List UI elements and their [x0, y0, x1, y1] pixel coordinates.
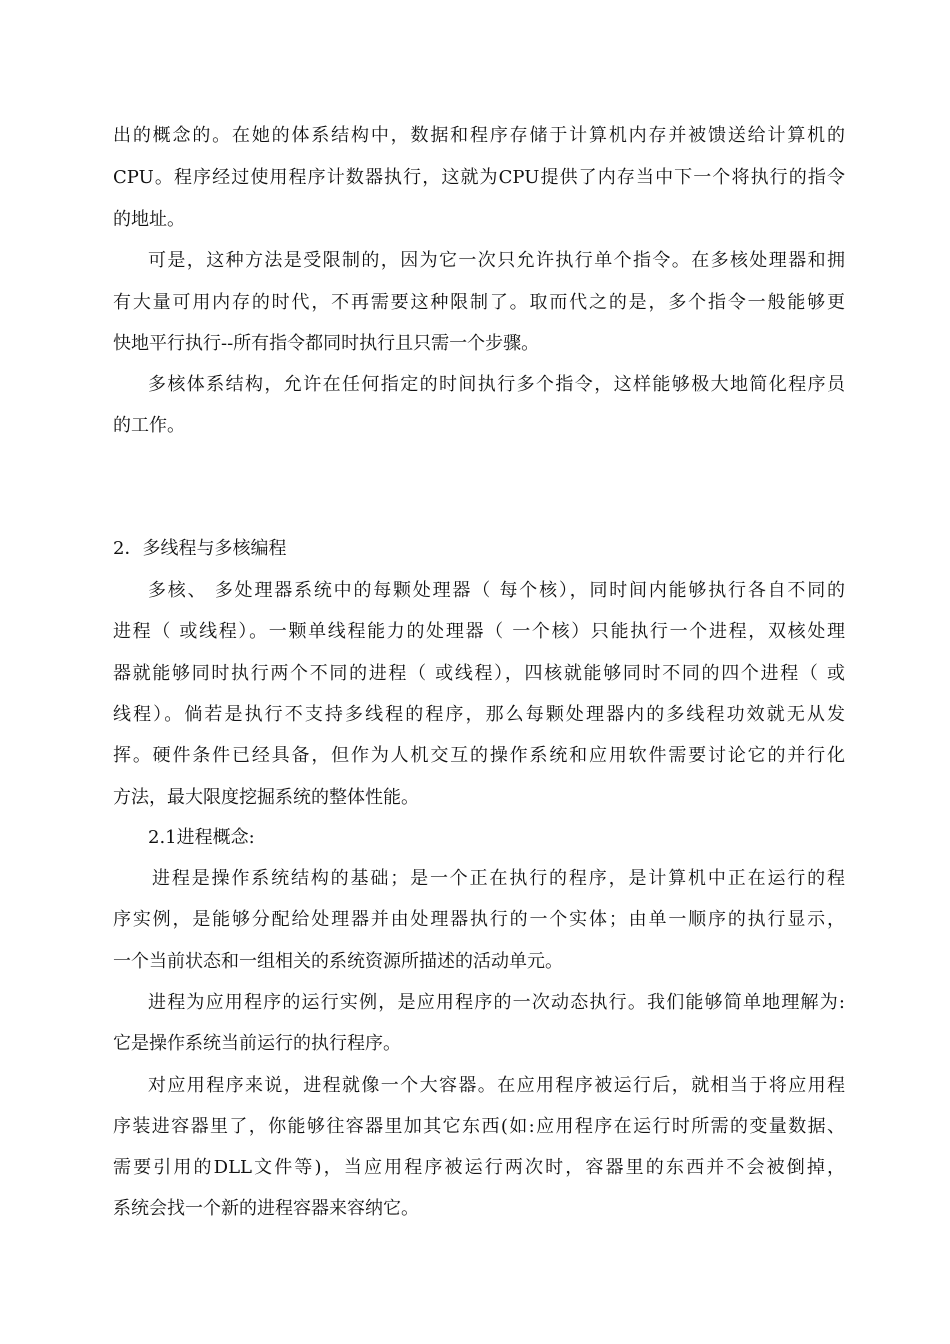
paragraph-line: 序实例，是能够分配给处理器并由处理器执行的一个实体；由单一顺序的执行显示， [113, 909, 845, 930]
paragraph-line: 多核、 多处理器系统中的每颗处理器（ 每个核），同时间内能够执行各自不同的 [148, 580, 845, 601]
paragraph-line: 器就能够同时执行两个不同的进程（ 或线程），四核就能够同时不同的四个进程（ 或 [113, 663, 845, 684]
subsection-heading: 2.1进程概念: [148, 827, 255, 848]
paragraph-line: 进程为应用程序的运行实例，是应用程序的一次动态执行。我们能够简单地理解为: [148, 992, 845, 1013]
paragraph-line: 多核体系结构，允许在任何指定的时间执行多个指令，这样能够极大地简化程序员 [148, 374, 845, 395]
paragraph-line: 对应用程序来说，进程就像一个大容器。在应用程序被运行后，就相当于将应用程 [148, 1075, 845, 1096]
paragraph-line: 方法，最大限度挖掘系统的整体性能。 [113, 787, 419, 808]
paragraph-line: 需要引用的DLL文件等)，当应用程序被运行两次时，容器里的东西并不会被倒掉， [113, 1157, 845, 1178]
paragraph-line: 出的概念的。在她的体系结构中，数据和程序存储于计算机内存并被馈送给计算机的 [113, 125, 845, 146]
paragraph-line: 的工作。 [113, 415, 185, 436]
paragraph-line: 挥。硬件条件已经具备，但作为人机交互的操作系统和应用软件需要讨论它的并行化 [113, 745, 845, 766]
paragraph-line: 系统会找一个新的进程容器来容纳它。 [113, 1198, 419, 1219]
paragraph-line: 快地平行执行--所有指令都同时执行且只需一个步骤。 [113, 333, 540, 354]
paragraph-line: 的地址。 [113, 209, 185, 230]
paragraph-line: 有大量可用内存的时代，不再需要这种限制了。取而代之的是，多个指令一般能够更 [113, 292, 845, 313]
paragraph-line: 线程）。倘若是执行不支持多线程的程序，那么每颗处理器内的多线程功效就无从发 [113, 704, 845, 725]
paragraph-line: 进程（ 或线程）。一颗单线程能力的处理器（ 一个核）只能执行一个进程，双核处理 [113, 621, 845, 642]
section-heading: 2．多线程与多核编程 [113, 538, 287, 559]
paragraph-line: 可是，这种方法是受限制的，因为它一次只允许执行单个指令。在多核处理器和拥 [148, 250, 845, 271]
paragraph-line: 进程是操作系统结构的基础；是一个正在执行的程序，是计算机中正在运行的程 [152, 868, 845, 889]
paragraph-line: CPU。程序经过使用程序计数器执行，这就为CPU提供了内存当中下一个将执行的指令 [113, 167, 845, 188]
paragraph-line: 序装进容器里了，你能够往容器里加其它东西(如:应用程序在运行时所需的变量数据、 [113, 1116, 845, 1137]
paragraph-line: 一个当前状态和一组相关的系统资源所描述的活动单元。 [113, 951, 563, 972]
paragraph-line: 它是操作系统当前运行的执行程序。 [113, 1033, 401, 1054]
